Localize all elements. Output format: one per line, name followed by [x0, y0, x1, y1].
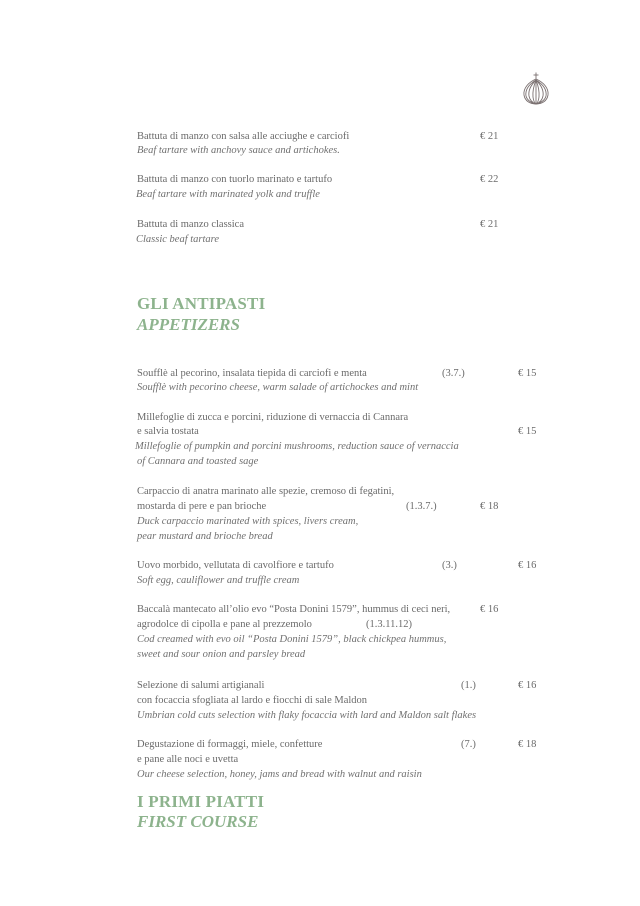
dish-name-it: mostarda di pere e pan brioche — [137, 501, 267, 512]
dish-price: € 16 — [518, 680, 537, 691]
dish-price: € 15 — [518, 368, 537, 379]
dish-name-it: e pane alle noci e uvetta — [137, 754, 239, 765]
allergens: (1.3.11.12) — [366, 619, 412, 630]
dish-price: € 18 — [480, 501, 499, 512]
dish-name-en: pear mustard and brioche bread — [137, 531, 273, 542]
dish-name-it: agrodolce di cipolla e pane al prezzemolo — [137, 619, 312, 630]
dish-price: € 15 — [518, 426, 537, 437]
onion-dome-logo-icon — [521, 72, 551, 106]
dish-name-it: e salvia tostata — [137, 426, 199, 437]
section-title-it: GLI ANTIPASTI — [137, 294, 266, 313]
section-title-it: I PRIMI PIATTI — [137, 792, 265, 811]
dish-name-en: Soft egg, cauliflower and truffle cream — [137, 575, 300, 586]
dish-price: € 16 — [480, 604, 499, 615]
dish-name-it: Carpaccio di anatra marinato alle spezie, cremoso di fegatini, — [137, 486, 395, 497]
dish-price: € 21 — [480, 131, 499, 142]
dish-name-en: Classic beaf tartare — [136, 234, 220, 245]
dish-name-it: Millefoglie di zucca e porcini, riduzione di vernaccia di Cannara — [137, 412, 409, 423]
allergens: (1.3.7.) — [406, 501, 437, 512]
dish-price: € 18 — [518, 739, 537, 750]
allergens: (7.) — [461, 739, 476, 750]
section-title-en: FIRST COURSE — [137, 812, 259, 831]
dish-name-en: Millefoglie of pumpkin and porcini mushrooms, reduction sauce of vernaccia — [135, 441, 459, 452]
dish-name-it: Soufflè al pecorino, insalata tiepida di carciofi e menta — [137, 368, 367, 379]
allergens: (1.) — [461, 680, 476, 691]
dish-name-it: Degustazione di formaggi, miele, confetture — [137, 739, 323, 750]
dish-name-en: Beaf tartare with anchovy sauce and artichokes. — [137, 145, 340, 156]
dish-name-it: con focaccia sfogliata al lardo e fiocchi di sale Maldon — [137, 695, 368, 706]
allergens: (3.) — [442, 560, 457, 571]
dish-name-en: Umbrian cold cuts selection with flaky focaccia with lard and Maldon salt flakes — [137, 710, 477, 721]
dish-name-it: Uovo morbido, vellutata di cavolfiore e tartufo — [137, 560, 334, 571]
allergens: (3.7.) — [442, 368, 465, 379]
dish-name-en: sweet and sour onion and parsley bread — [137, 649, 306, 660]
dish-name-en: Cod creamed with evo oil “Posta Donini 1579”, black chickpea hummus, — [137, 634, 447, 645]
dish-name-en: of Cannara and toasted sage — [137, 456, 259, 467]
dish-name-en: Our cheese selection, honey, jams and bread with walnut and raisin — [137, 769, 422, 780]
dish-price: € 21 — [480, 219, 499, 230]
dish-name-it: Battuta di manzo con salsa alle acciughe e carciofi — [137, 131, 350, 142]
dish-name-it: Battuta di manzo classica — [137, 219, 245, 230]
section-title-en: APPETIZERS — [137, 315, 240, 334]
dish-name-en: Duck carpaccio marinated with spices, livers cream, — [137, 516, 359, 527]
dish-name-en: Beaf tartare with marinated yolk and truffle — [136, 189, 320, 200]
dish-name-en: Soufflè with pecorino cheese, warm salade of artichockes and mint — [137, 382, 419, 393]
dish-name-it: Baccalà mantecato all’olio evo “Posta Donini 1579”, hummus di ceci neri, — [137, 604, 451, 615]
dish-name-it: Battuta di manzo con tuorlo marinato e tartufo — [137, 174, 333, 185]
dish-price: € 22 — [480, 174, 499, 185]
dish-price: € 16 — [518, 560, 537, 571]
dish-name-it: Selezione di salumi artigianali — [137, 680, 265, 691]
